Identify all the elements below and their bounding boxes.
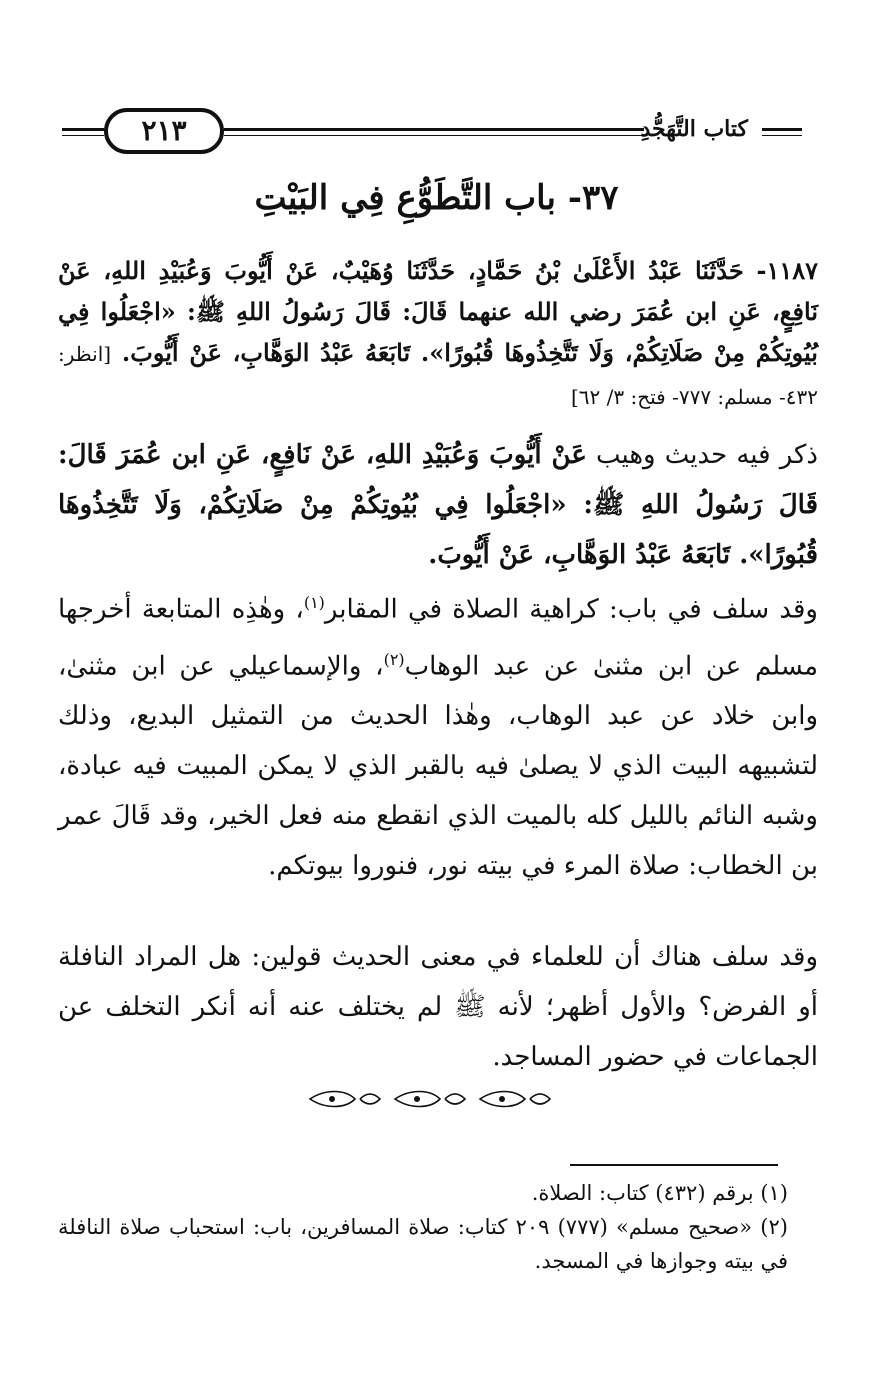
book-title: كتاب التَّهَجُّدِ <box>640 116 748 142</box>
footnote-separator <box>570 1164 778 1166</box>
footnote-marker-1[interactable]: (١) <box>303 593 325 612</box>
header-rule-left <box>62 128 104 131</box>
paragraph-intro: ذكر فيه حديث وهيب <box>586 440 819 470</box>
header-rule-left-thin <box>62 135 104 136</box>
commentary-paragraph-2 <box>58 578 818 891</box>
quoted-hadith: عَنْ أَيُّوبَ وَعُبَيْدِ اللهِ، عَنْ نَافِعٍ، عَنِ ابن عُمَرَ قَالَ: قَالَ رَسُولُ اللهِ ﷺ: «اجْعَلُوا فِي بُيُوتِكُمْ مِنْ صَلَاتِكُمْ، وَلَا تَتَّخِذُوهَا قُبُورًا». تَابَعَهُ عَبْدُ الوَهَّابِ، عَنْ أَيُّوبَ. <box>58 440 818 570</box>
header-rule-middle-thin <box>224 135 644 136</box>
footnote-marker-2[interactable]: (٢) <box>383 649 405 669</box>
hadith-text-block <box>58 250 818 418</box>
footnote-1: (١) برقم (٤٣٢) كتاب: الصلاة. <box>531 1181 788 1205</box>
paragraph-text-c: ، والإسماعيلي عن ابن مثنىٰ، وابن خلاد عن عبد الوهاب، وهٰذا الحديث من التمثيل البديع، وذلك لتشبيهه البيت الذي لا يصلىٰ فيه بالقبر الذي لا يمكن المبيت فيه عبادة، وشبه النائم بالليل كله بالميت الذي انقطع منه فعل الخير، وقد قَالَ عمر بن الخطاب: صلاة المرء في بيته نور، فنوروا بيوتكم. <box>58 651 818 882</box>
header-rule-middle <box>224 128 644 131</box>
hadith-reference: [انظر: ٤٣٢- مسلم: ٧٧٧- فتح: ٣/ ٦٢] <box>58 342 818 409</box>
commentary-paragraph-3: وقد سلف هناك أن للعلماء في معنى الحديث قولين: هل المراد النافلة أو الفرض؟ والأول أظهر؛ لأنه ﷺ لم يختلف عنه أنه أنكر التخلف عن الجماعات في حضور المساجد. <box>58 942 818 1072</box>
header-rule-right <box>762 128 802 131</box>
page-number: ٢١٣ <box>104 108 224 154</box>
running-header <box>62 108 802 156</box>
commentary-paragraph-1 <box>58 430 818 580</box>
footnote-2: (٢) «صحيح مسلم» (٧٧٧) ٢٠٩ كتاب: صلاة المسافرين، باب: استحباب صلاة النافلة في بيته وجوازها في المسجد. <box>58 1215 788 1273</box>
paragraph-text-b: ، وهٰذِه المتابعة أخرجها مسلم عن ابن مثنىٰ عن عبد الوهاب <box>58 594 818 682</box>
hadith-text: ١١٨٧- حَدَّثَنَا عَبْدُ الأَعْلَىٰ بْنُ حَمَّادٍ، حَدَّثَنَا وُهَيْبٌ، عَنْ أَيُّوبَ وَعُبَيْدِ اللهِ، عَنْ نَافِعٍ، عَنِ ابن عُمَرَ رضي الله عنهما قَالَ: قَالَ رَسُولُ اللهِ ﷺ: «اجْعَلُوا فِي بُيُوتِكُمْ مِنْ صَلَاتِكُمْ، وَلَا تَتَّخِذُوهَا قُبُورًا». تَابَعَهُ عَبْدُ الوَهَّابِ، عَنْ أَيُّوبَ. <box>58 256 818 367</box>
floral-divider-ornament-icon <box>300 1084 560 1114</box>
paragraph-text-a: وقد سلف في باب: كراهية الصلاة في المقابر <box>324 594 818 625</box>
footnotes <box>58 1176 788 1278</box>
header-rule-right-thin <box>762 135 802 136</box>
chapter-title: ٣٧- باب التَّطَوُّعِ فِي البَيْتِ <box>254 178 619 218</box>
